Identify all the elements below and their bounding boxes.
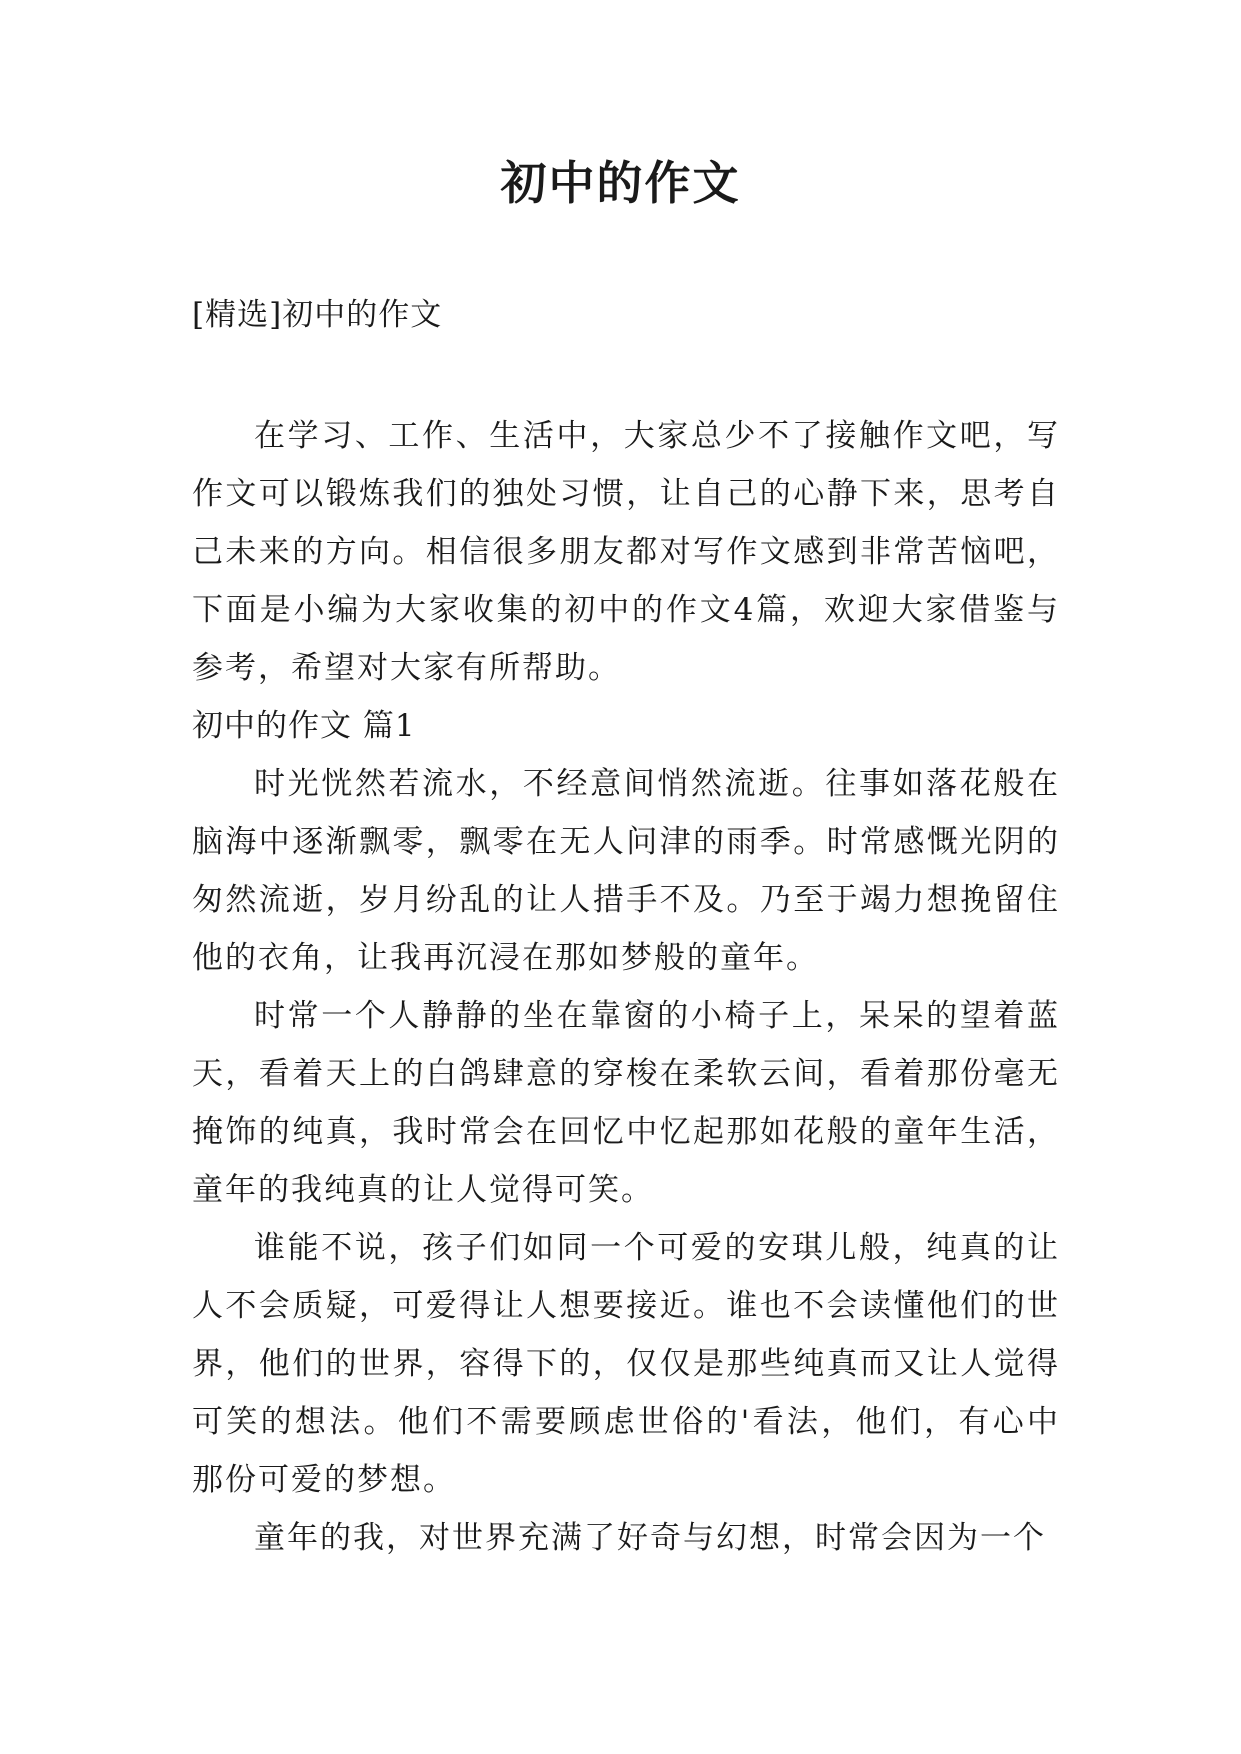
document-title: 初中的作文	[500, 156, 741, 210]
body-paragraph: 谁能不说，孩子们如同一个可爱的安琪儿般，纯真的让人不会质疑，可爱得让人想要接近。谁也不会读懂他们的世界，他们的世界，容得下的，仅仅是那些纯真而又让人觉得可笑的想法。他们不需要顾虑世俗的'看法，他们，有心中那份可爱的梦想。	[192, 1230, 1060, 1498]
body-paragraph: 时常一个人静静的坐在靠窗的小椅子上，呆呆的望着蓝天，看着天上的白鸽肆意的穿梭在柔软云间，看着那份毫无掩饰的纯真，我时常会在回忆中忆起那如花般的童年生活，童年的我纯真的让人觉得可笑。	[192, 998, 1060, 1208]
document-subtitle: [精选]初中的作文	[192, 297, 443, 333]
body-paragraph: 时光恍然若流水，不经意间悄然流逝。往事如落花般在脑海中逐渐飘零，飘零在无人问津的雨季。时常感慨光阴的匆然流逝，岁月纷乱的让人措手不及。乃至于竭力想挽留住他的衣角，让我再沉浸在那如梦般的童年。	[192, 766, 1060, 976]
intro-paragraph: 在学习、工作、生活中，大家总少不了接触作文吧，写作文可以锻炼我们的独处习惯，让自己的心静下来，思考自己未来的方向。相信很多朋友都对写作文感到非常苦恼吧，下面是小编为大家收集的初中的作文4篇，欢迎大家借鉴与参考，希望对大家有所帮助。	[192, 418, 1060, 686]
body-paragraph: 童年的我，对世界充满了好奇与幻想，时常会因为一个	[254, 1520, 1046, 1556]
document-body	[192, 407, 1060, 1567]
section-heading: 初中的作文 篇1	[192, 708, 416, 744]
